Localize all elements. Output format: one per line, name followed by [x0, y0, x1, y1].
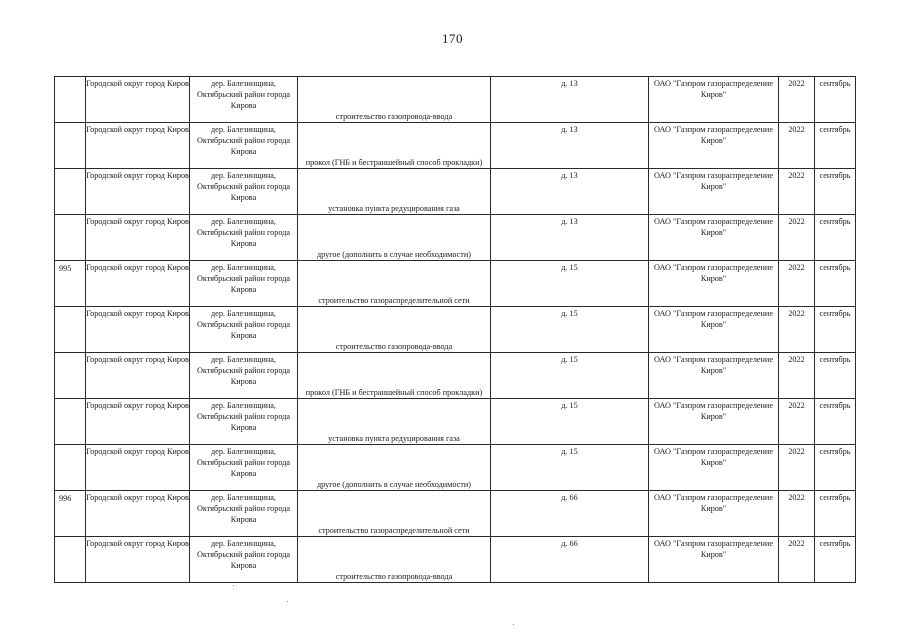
year-cell: 2022: [779, 123, 815, 169]
municipality-cell: Городской округ город Киров: [86, 537, 190, 583]
locality-cell: дер. Балезинщина, Октябрьский район города Кирова: [190, 537, 298, 583]
month-cell: сентябрь: [815, 215, 856, 261]
table-row: [55, 445, 856, 491]
month-cell: сентябрь: [815, 445, 856, 491]
work-type-cell: [298, 537, 491, 583]
scan-speck: [233, 585, 234, 586]
row-number: [55, 353, 86, 399]
scan-speck: [287, 601, 288, 602]
house-number-cell: д. 15: [491, 445, 649, 491]
work-type-text: установка пункта редуцирования газа: [328, 434, 460, 443]
locality-cell: дер. Балезинщина, Октябрьский район города Кирова: [190, 353, 298, 399]
locality-cell: дер. Балезинщина, Октябрьский район города Кирова: [190, 445, 298, 491]
works-table: [54, 76, 856, 583]
house-number-cell: д. 15: [491, 399, 649, 445]
house-number-cell: д. 15: [491, 307, 649, 353]
work-type-text: строительство газораспределительной сети: [318, 526, 470, 535]
work-type-cell: [298, 169, 491, 215]
house-number-cell: д. 66: [491, 491, 649, 537]
locality-cell: дер. Балезинщина, Октябрьский район города Кирова: [190, 491, 298, 537]
year-cell: 2022: [779, 215, 815, 261]
year-cell: 2022: [779, 537, 815, 583]
work-type-text: строительство газопровода-ввода: [335, 572, 453, 581]
table-row: [55, 261, 856, 307]
locality-cell: дер. Балезинщина, Октябрьский район города Кирова: [190, 261, 298, 307]
month-cell: сентябрь: [815, 399, 856, 445]
year-cell: 2022: [779, 353, 815, 399]
municipality-cell: Городской округ город Киров: [86, 123, 190, 169]
work-type-cell: [298, 215, 491, 261]
work-type-text: установка пункта редуцирования газа: [328, 204, 460, 213]
table-row: [55, 491, 856, 537]
month-cell: сентябрь: [815, 491, 856, 537]
year-cell: 2022: [779, 445, 815, 491]
table-row: [55, 77, 856, 123]
house-number-cell: д. 13: [491, 215, 649, 261]
work-type-cell: [298, 353, 491, 399]
table-row: [55, 399, 856, 445]
work-type-text: прокол (ГНБ и бестраншейный способ прокладки): [305, 158, 483, 167]
work-type-text: строительство газораспределительной сети: [318, 296, 470, 305]
page-number: 170: [442, 31, 463, 46]
work-type-cell: [298, 261, 491, 307]
work-type-cell: [298, 123, 491, 169]
month-cell: сентябрь: [815, 537, 856, 583]
month-cell: сентябрь: [815, 169, 856, 215]
locality-cell: дер. Балезинщина, Октябрьский район города Кирова: [190, 77, 298, 123]
year-cell: 2022: [779, 491, 815, 537]
work-type-cell: [298, 399, 491, 445]
organization-cell: ОАО "Газпром газораспределение Киров": [649, 261, 779, 307]
row-number: 996: [55, 491, 86, 537]
year-cell: 2022: [779, 399, 815, 445]
locality-cell: дер. Балезинщина, Октябрьский район города Кирова: [190, 307, 298, 353]
month-cell: сентябрь: [815, 261, 856, 307]
organization-cell: ОАО "Газпром газораспределение Киров": [649, 537, 779, 583]
municipality-cell: Городской округ город Киров: [86, 215, 190, 261]
organization-cell: ОАО "Газпром газораспределение Киров": [649, 399, 779, 445]
row-number: 995: [55, 261, 86, 307]
row-number: [55, 215, 86, 261]
municipality-cell: Городской округ город Киров: [86, 491, 190, 537]
locality-cell: дер. Балезинщина, Октябрьский район города Кирова: [190, 215, 298, 261]
table-row: [55, 353, 856, 399]
year-cell: 2022: [779, 307, 815, 353]
house-number-cell: д. 66: [491, 537, 649, 583]
year-cell: 2022: [779, 169, 815, 215]
work-type-cell: [298, 445, 491, 491]
municipality-cell: Городской округ город Киров: [86, 399, 190, 445]
row-number: [55, 537, 86, 583]
work-type-text: другое (дополнить в случае необходимости): [317, 250, 471, 259]
table-row: [55, 307, 856, 353]
month-cell: сентябрь: [815, 307, 856, 353]
municipality-cell: Городской округ город Киров: [86, 261, 190, 307]
row-number: [55, 123, 86, 169]
organization-cell: ОАО "Газпром газораспределение Киров": [649, 445, 779, 491]
row-number: [55, 169, 86, 215]
locality-cell: дер. Балезинщина, Октябрьский район города Кирова: [190, 399, 298, 445]
row-number: [55, 77, 86, 123]
row-number: [55, 399, 86, 445]
organization-cell: ОАО "Газпром газораспределение Киров": [649, 123, 779, 169]
table-row: [55, 537, 856, 583]
house-number-cell: д. 15: [491, 353, 649, 399]
locality-cell: дер. Балезинщина, Октябрьский район города Кирова: [190, 169, 298, 215]
organization-cell: ОАО "Газпром газораспределение Киров": [649, 77, 779, 123]
organization-cell: ОАО "Газпром газораспределение Киров": [649, 353, 779, 399]
month-cell: сентябрь: [815, 77, 856, 123]
table-row: [55, 169, 856, 215]
table-row: [55, 123, 856, 169]
locality-cell: дер. Балезинщина, Октябрьский район города Кирова: [190, 123, 298, 169]
work-type-cell: [298, 491, 491, 537]
organization-cell: ОАО "Газпром газораспределение Киров": [649, 215, 779, 261]
scan-speck: [513, 624, 514, 625]
year-cell: 2022: [779, 261, 815, 307]
table-body: [55, 77, 856, 583]
municipality-cell: Городской округ город Киров: [86, 77, 190, 123]
month-cell: сентябрь: [815, 123, 856, 169]
municipality-cell: Городской округ город Киров: [86, 353, 190, 399]
work-type-text: прокол (ГНБ и бестраншейный способ прокладки): [305, 388, 483, 397]
work-type-cell: [298, 77, 491, 123]
house-number-cell: д. 15: [491, 261, 649, 307]
work-type-cell: [298, 307, 491, 353]
row-number: [55, 445, 86, 491]
organization-cell: ОАО "Газпром газораспределение Киров": [649, 307, 779, 353]
work-type-text: строительство газопровода-ввода: [335, 112, 453, 121]
row-number: [55, 307, 86, 353]
house-number-cell: д. 13: [491, 77, 649, 123]
work-type-text: строительство газопровода-ввода: [335, 342, 453, 351]
month-cell: сентябрь: [815, 353, 856, 399]
house-number-cell: д. 13: [491, 169, 649, 215]
house-number-cell: д. 13: [491, 123, 649, 169]
municipality-cell: Городской округ город Киров: [86, 307, 190, 353]
organization-cell: ОАО "Газпром газораспределение Киров": [649, 491, 779, 537]
organization-cell: ОАО "Газпром газораспределение Киров": [649, 169, 779, 215]
work-type-text: другое (дополнить в случае необходимости): [317, 480, 471, 489]
table-row: [55, 215, 856, 261]
municipality-cell: Городской округ город Киров: [86, 445, 190, 491]
municipality-cell: Городской округ город Киров: [86, 169, 190, 215]
year-cell: 2022: [779, 77, 815, 123]
